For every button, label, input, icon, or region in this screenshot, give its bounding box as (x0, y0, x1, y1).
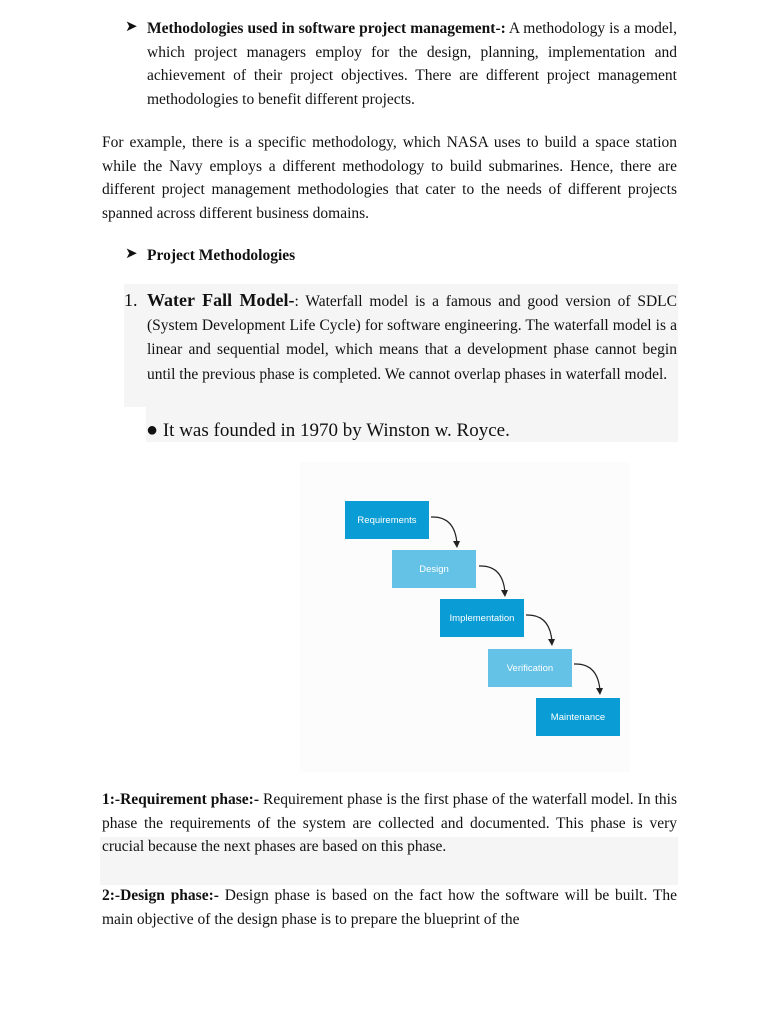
step-requirements: Requirements (345, 501, 429, 539)
curved-arrow-icon (479, 563, 509, 599)
methodologies-title: Methodologies used in software project management-: (147, 20, 506, 37)
waterfall-diagram (300, 462, 630, 772)
founded-text: It was founded in 1970 by Winston w. Royce. (162, 420, 510, 441)
waterfall-number: 1. (124, 290, 138, 310)
project-methodologies-title: Project Methodologies (147, 247, 296, 264)
design-phase-label: 2:-Design phase (102, 887, 209, 904)
design-phase-paragraph: 2:-Design phase:- Design phase is based on the fact how the software will be built. The main objective of the design phase is to prepare the blueprint of the (102, 887, 677, 928)
design-phase-text: Design phase is based on the fact how the software will be built. The main objective of the design phase is to prepare the blueprint of the (102, 887, 677, 928)
bullet-dot-icon: ● (146, 419, 159, 441)
requirement-phase-label: 1:-Requirement phase (102, 791, 249, 808)
methodologies-paragraph (147, 17, 677, 111)
curved-arrow-icon (574, 661, 604, 697)
methodologies-text: A methodology is a model, which project managers employ for the design, planning, implementation and achievement of their project objectives. There are different project management methodologies to benefit different projects. (147, 20, 677, 108)
waterfall-text: : Waterfall model is a famous and good version of SDLC (System Development Life Cycle) for software engineering. The waterfall model is a linear and sequential model, which means that a development phase cannot begin until the previous phase is completed. We cannot overlap phases in waterfall model. (147, 293, 677, 383)
example-paragraph: For example, there is a specific methodology, which NASA uses to build a space station while the Navy employs a different methodology to build submarines. Hence, there are different project management methodologies that cater to the needs of different projects spanned across different business domains. (102, 134, 677, 222)
requirement-phase-text: Requirement phase is the first phase of the waterfall model. In this phase the requirements of the system are collected and documented. This phase is very crucial because the next phases are based on this phase. (102, 791, 677, 856)
step-implementation: Implementation (440, 599, 524, 637)
requirement-phase-paragraph: 1:-Requirement phase:- Requirement phase is the first phase of the waterfall model. In this phase the requirements of the system are collected and documented. This phase is very crucial because the next phases are based on this phase. (102, 791, 677, 856)
waterfall-item (147, 288, 677, 387)
curved-arrow-icon (431, 514, 461, 550)
arrow-bullet-icon: ➤ (125, 246, 138, 262)
curved-arrow-icon (526, 612, 556, 648)
waterfall-title: Water Fall Model- (147, 290, 295, 310)
arrow-bullet-icon: ➤ (125, 19, 138, 35)
step-verification: Verification (488, 649, 572, 687)
founded-bullet (146, 418, 510, 443)
step-design: Design (392, 550, 476, 588)
step-maintenance: Maintenance (536, 698, 620, 736)
